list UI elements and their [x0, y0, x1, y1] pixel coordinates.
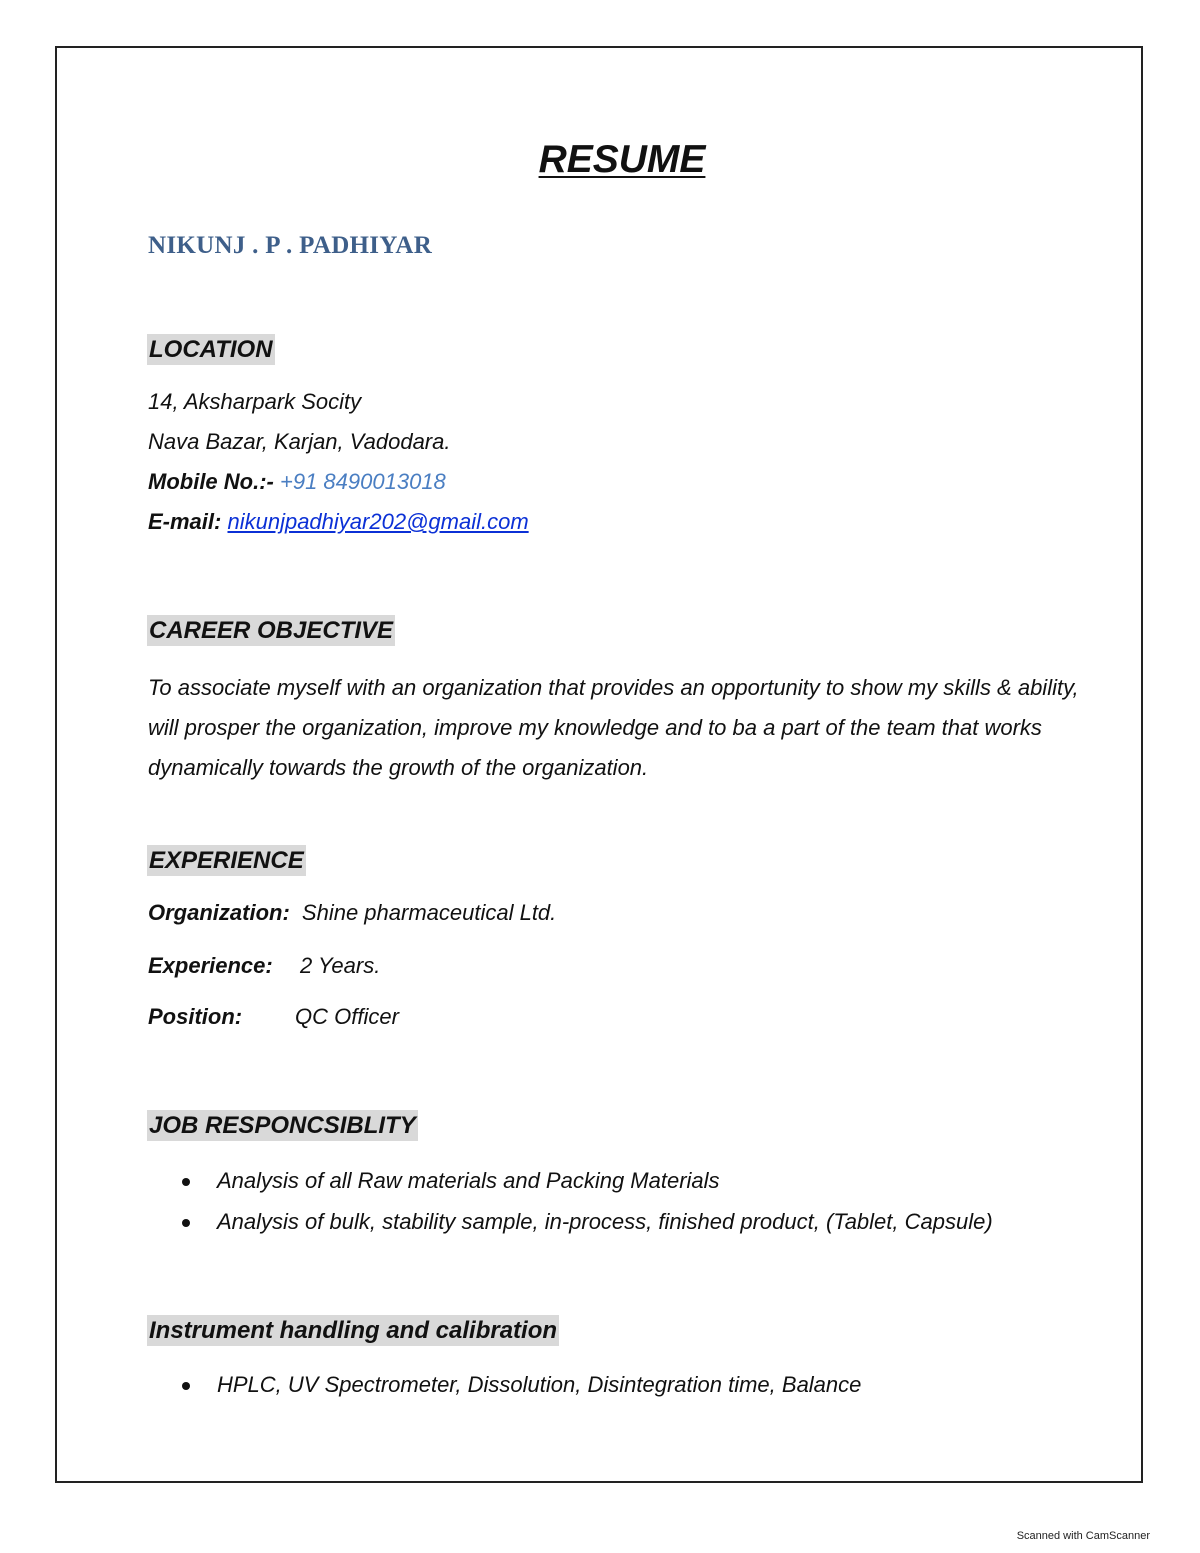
experience-row — [148, 952, 381, 980]
mobile-row — [148, 468, 446, 496]
section-heading-job-responsibility: JOB RESPONCSIBLITY — [149, 1112, 416, 1139]
position-row — [148, 1003, 399, 1031]
list-item-text: Analysis of all Raw materials and Packing Materials — [217, 1168, 720, 1193]
mobile-label: Mobile No.:- — [148, 469, 274, 494]
position-value: QC Officer — [295, 1004, 399, 1029]
mobile-number[interactable]: +91 8490013018 — [280, 469, 446, 494]
scanner-watermark: Scanned with CamScanner — [1016, 1530, 1150, 1542]
bullet-icon — [182, 1178, 190, 1186]
organization-row — [148, 899, 556, 927]
position-label: Position: — [148, 1004, 243, 1029]
organization-label: Organization: — [148, 900, 290, 925]
bullet-icon — [182, 1219, 190, 1227]
candidate-name: NIKUNJ . P . PADHIYAR — [148, 232, 433, 259]
email-link[interactable]: nikunjpadhiyar202@gmail.com — [227, 509, 529, 534]
list-item-text: HPLC, UV Spectrometer, Dissolution, Disintegration time, Balance — [217, 1372, 862, 1397]
address-line-1: 14, Aksharpark Socity — [148, 389, 362, 414]
email-row — [148, 508, 529, 536]
section-heading-instruments: Instrument handling and calibration — [149, 1317, 558, 1344]
experience-value: 2 Years. — [300, 953, 381, 978]
list-item-text: Analysis of bulk, stability sample, in-process, finished product, (Tablet, Capsule) — [217, 1209, 993, 1234]
document-title: RESUME — [538, 138, 706, 181]
section-heading-career-objective: CAREER OBJECTIVE — [149, 617, 394, 644]
section-heading-location: LOCATION — [149, 336, 273, 363]
section-heading-experience: EXPERIENCE — [149, 847, 304, 874]
organization-value: Shine pharmaceutical Ltd. — [301, 900, 557, 925]
address-line-2: Nava Bazar, Karjan, Vadodara. — [148, 429, 451, 454]
experience-label: Experience: — [148, 953, 273, 978]
email-label: E-mail: — [148, 509, 222, 534]
career-objective-text: To associate myself with an organization that provides an opportunity to show my skills & ability, will prosper the organization, improve my knowledge and to ba a part of the team that works dynamically towards the growth of the organization. — [148, 675, 1079, 780]
bullet-icon — [182, 1382, 190, 1390]
